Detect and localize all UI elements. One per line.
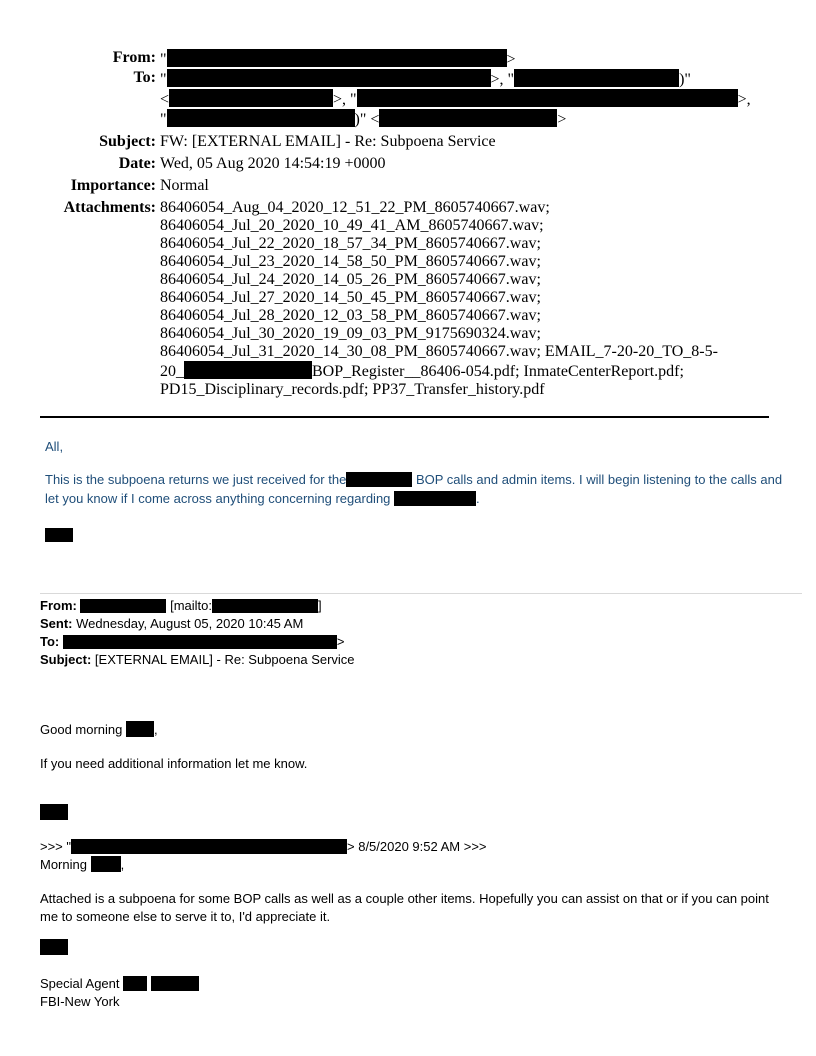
fwd-text: ] — [317, 598, 322, 613]
fwd-subject-line — [40, 651, 355, 669]
redaction-box — [123, 976, 147, 991]
subject-value: FW: [EXTERNAL EMAIL] - Re: Subpoena Service — [160, 133, 496, 150]
message-text: This is the subpoena returns we just received for the — [45, 472, 347, 487]
redaction-box — [45, 528, 73, 542]
fwd-subject-label: Subject: — [40, 652, 92, 667]
to-text: )" — [679, 71, 691, 88]
fwd-to-label: To: — [40, 634, 60, 649]
redaction-box — [126, 721, 154, 737]
redaction-box — [169, 89, 333, 107]
redaction-box — [184, 361, 312, 379]
fwd-to-line — [40, 633, 344, 651]
redaction-box — [379, 109, 557, 127]
header-to-row — [0, 69, 816, 129]
attachments-list — [160, 199, 780, 399]
redaction-box — [514, 69, 679, 87]
date-value: Wed, 05 Aug 2020 14:54:19 +0000 — [160, 155, 386, 172]
message-paragraph — [45, 470, 785, 508]
attachment-line: 86406054_Aug_04_2020_12_51_22_PM_8605740667.wav; — [160, 199, 550, 216]
attachment-text: 20_ — [160, 363, 184, 380]
from-suffix: > — [506, 51, 516, 68]
redaction-box — [40, 804, 68, 820]
quote-signature-redaction — [40, 939, 68, 957]
attachment-line: 86406054_Jul_22_2020_18_57_34_PM_8605740667.wav; — [160, 235, 541, 252]
redaction-box — [357, 89, 738, 107]
attachment-line — [160, 361, 780, 381]
importance-value: Normal — [160, 177, 209, 194]
header-importance-row — [0, 177, 816, 195]
fwd-sent-label: Sent: — [40, 616, 73, 631]
quote-attached-paragraph: Attached is a subpoena for some BOP calls as well as a couple other items. Hopefully you can assist on that or if you can point me to someone else to serve it to, I'd appreciate it. — [40, 891, 769, 924]
quote-morning-line — [40, 856, 124, 874]
redaction-box — [91, 856, 121, 872]
fwd-greeting — [40, 721, 158, 739]
redaction-box — [167, 109, 355, 127]
to-text: >, — [737, 91, 751, 108]
attachment-line: 86406054_Jul_23_2020_14_58_50_PM_8605740667.wav; — [160, 253, 541, 270]
to-text: > — [557, 111, 567, 128]
subject-label: Subject: — [99, 133, 156, 150]
attachment-text: BOP_Register__86406-054.pdf; InmateCenterReport.pdf; — [312, 363, 684, 380]
redaction-box — [346, 472, 412, 487]
header-divider — [40, 416, 769, 418]
signature-office: FBI-New York — [40, 994, 120, 1009]
fwd-from-label: From: — [40, 598, 77, 613]
redaction-box — [212, 599, 318, 613]
attachment-line: 86406054_Jul_31_2020_14_30_08_PM_8605740667.wav; EMAIL_7-20-20_TO_8-5- — [160, 343, 718, 360]
attachment-line: 86406054_Jul_20_2020_10_49_41_AM_8605740667.wav; — [160, 217, 544, 234]
to-text: )" < — [354, 111, 380, 128]
redaction-box — [167, 49, 507, 67]
to-text: " — [160, 71, 167, 88]
to-label: To: — [133, 69, 156, 86]
forward-divider — [40, 593, 802, 594]
from-label: From: — [112, 49, 156, 66]
message-text: . — [476, 491, 480, 506]
redaction-box — [63, 635, 337, 649]
signature-title: Special Agent — [40, 976, 124, 991]
from-quote: " — [160, 51, 167, 68]
header-attachments-row — [0, 199, 816, 399]
date-label: Date: — [118, 155, 156, 172]
fwd-sent-value: Wednesday, August 05, 2020 10:45 AM — [72, 616, 304, 631]
fwd-text: Morning — [40, 857, 91, 872]
to-text: >, " — [333, 91, 357, 108]
fwd-text: , — [120, 857, 125, 872]
redaction-box — [394, 491, 476, 506]
attachment-line: 86406054_Jul_24_2020_14_05_26_PM_8605740667.wav; — [160, 271, 541, 288]
fwd-text: , — [154, 722, 158, 737]
message-text: BOP calls and admin items. I will begin listening to the calls and let you know if I come across anything concerning regarding — [45, 472, 783, 506]
redaction-box — [167, 69, 491, 87]
attachment-line: 86406054_Jul_28_2020_12_03_58_PM_8605740667.wav; — [160, 307, 541, 324]
fwd-text: Good morning — [40, 722, 126, 737]
to-text: " — [160, 111, 167, 128]
fwd-sent-line — [40, 615, 303, 633]
to-text: >, " — [490, 71, 515, 88]
fwd-subject-value: [EXTERNAL EMAIL] - Re: Subpoena Service — [91, 652, 355, 667]
header-date-row — [0, 155, 816, 173]
fwd-text: [mailto: — [166, 598, 212, 613]
message-signature — [45, 525, 785, 544]
attachments-label: Attachments: — [63, 199, 156, 216]
fwd-info-line: If you need additional information let me know. — [40, 756, 308, 771]
attachment-line: PD15_Disciplinary_records.pdf; PP37_Transfer_history.pdf — [160, 381, 545, 398]
header-from-row — [0, 49, 816, 69]
fwd-text: > 8/5/2020 9:52 AM >>> — [347, 839, 487, 854]
attachment-line: 86406054_Jul_30_2020_19_09_03_PM_9175690324.wav; — [160, 325, 541, 342]
fwd-text: > — [336, 634, 345, 649]
redaction-box — [80, 599, 166, 613]
redaction-box — [151, 976, 199, 991]
redaction-box — [40, 939, 68, 955]
fwd-from-line — [40, 597, 322, 615]
to-text: < — [160, 91, 170, 108]
quote-header-line — [40, 838, 487, 856]
email-header — [0, 49, 816, 399]
importance-label: Importance: — [70, 177, 156, 194]
signature-title-line — [40, 975, 199, 993]
redaction-box — [71, 839, 347, 854]
fwd-signature-redaction — [40, 804, 68, 822]
fwd-text: >>> " — [40, 839, 72, 854]
header-subject-row — [0, 133, 816, 151]
attachment-line: 86406054_Jul_27_2020_14_50_45_PM_8605740667.wav; — [160, 289, 541, 306]
message-greeting: All, — [45, 439, 64, 454]
message-body — [45, 437, 785, 544]
